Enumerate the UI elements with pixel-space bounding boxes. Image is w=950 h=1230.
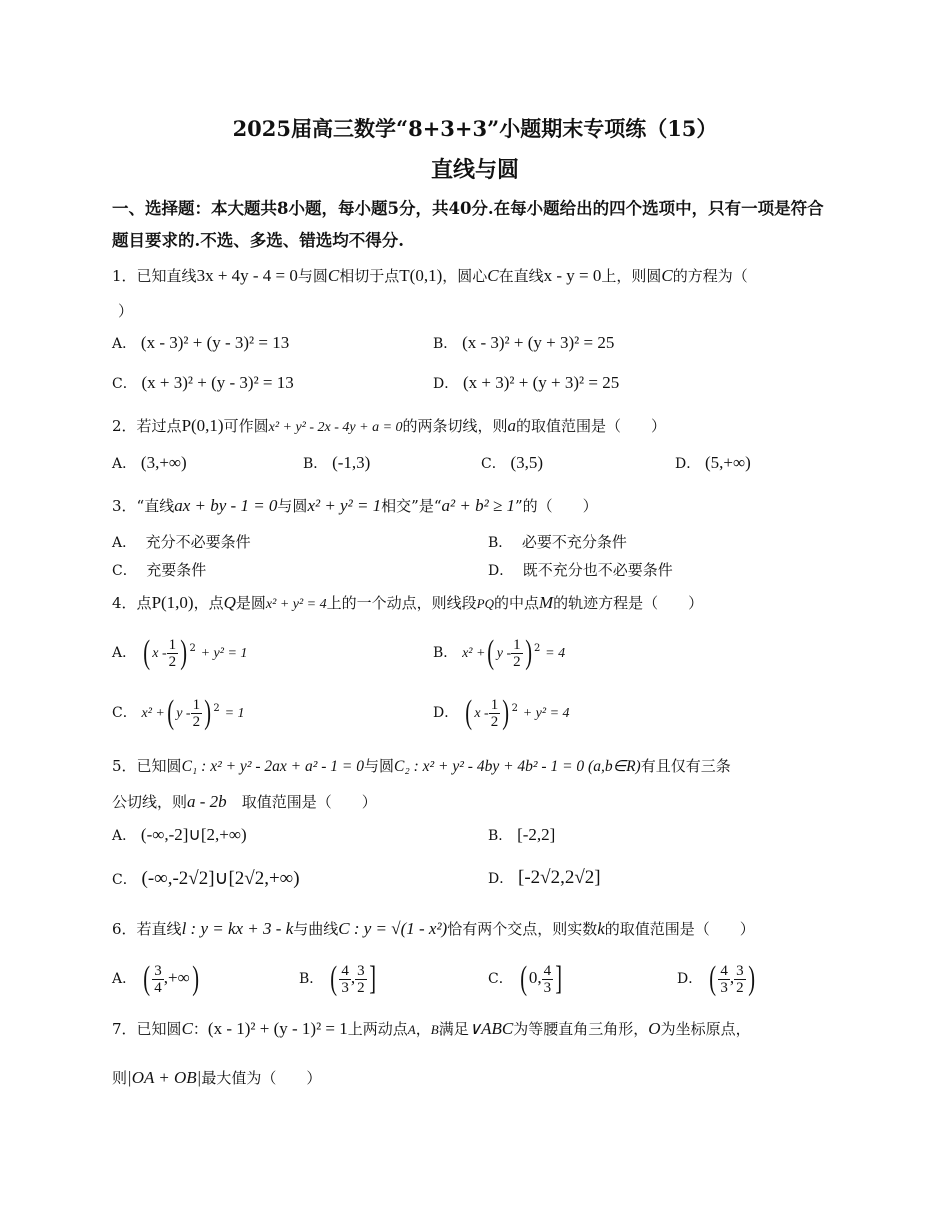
question-5-cont bbox=[112, 791, 377, 812]
question-1 bbox=[112, 265, 748, 286]
question-number: 2． bbox=[112, 417, 137, 435]
question-text: 若直线 bbox=[136, 920, 182, 938]
math-expr: C bbox=[487, 266, 499, 285]
option-label: D． bbox=[677, 971, 703, 987]
question-text: ”的（ ） bbox=[515, 497, 598, 515]
math-expr: ax + by - 1 = 0 bbox=[174, 496, 278, 515]
math-expr: (-1,3) bbox=[332, 453, 371, 472]
math-expr: A bbox=[407, 1022, 416, 1037]
math-expr: x² + y² = 1 bbox=[307, 496, 382, 515]
option-a[interactable]: A． ( $\frac{3}{4}$ ,+∞) bbox=[112, 960, 199, 997]
option-label: B． bbox=[433, 645, 458, 661]
math-expr: (3,5) bbox=[510, 453, 544, 472]
math-expr: C bbox=[327, 266, 340, 285]
question-4 bbox=[112, 592, 703, 613]
math-expr: Q bbox=[223, 593, 236, 612]
question-text: 点 bbox=[136, 594, 152, 612]
question-text: 是圆 bbox=[235, 594, 266, 612]
math-expr: x² + y² - 2x - 4y + a = 0 bbox=[268, 420, 403, 435]
math-expr: C : y = √(1 - x²) bbox=[338, 919, 448, 938]
math-expr: = 1 bbox=[224, 706, 245, 721]
question-text: 取值范围是（ ） bbox=[226, 793, 377, 811]
fraction: $\frac{4}{3}$ bbox=[341, 962, 349, 996]
math-expr: y - bbox=[176, 706, 191, 721]
question-text: 在直线 bbox=[498, 267, 544, 285]
question-text: 已知直线 bbox=[136, 267, 197, 285]
page-subtitle: 直线与圆 bbox=[430, 157, 519, 183]
math-expr: T(0,1) bbox=[399, 266, 443, 285]
math-expr: + y² = 4 bbox=[522, 706, 570, 721]
fraction: $\frac{1}{2}$ bbox=[513, 636, 521, 670]
option-b[interactable] bbox=[488, 531, 627, 552]
question-text: 与圆 bbox=[363, 757, 394, 775]
math-expr: (x - 3)² + (y + 3)² = 25 bbox=[462, 333, 615, 352]
math-expr: x - y = 0 bbox=[543, 266, 602, 285]
option-label: C． bbox=[481, 456, 506, 472]
question-text: 满足 bbox=[438, 1020, 469, 1038]
math-expr: (3,+∞) bbox=[140, 453, 187, 472]
fraction: $\frac{3}{4}$ bbox=[154, 962, 162, 996]
question-text: 的取值范围是（ ） bbox=[516, 417, 667, 435]
option-label: C． bbox=[112, 705, 137, 721]
math-expr: (-∞,-2]∪[2,+∞) bbox=[140, 825, 247, 844]
option-text: 充要条件 bbox=[146, 561, 207, 579]
math-expr: P(0,1) bbox=[181, 416, 224, 435]
option-b[interactable] bbox=[433, 333, 614, 353]
option-text: 既不充分也不必要条件 bbox=[522, 561, 673, 579]
option-d[interactable] bbox=[675, 453, 751, 473]
math-expr: M bbox=[539, 593, 554, 612]
math-expr: l : y = kx + 3 - k bbox=[181, 919, 294, 938]
math-expr: a - 2b bbox=[187, 792, 227, 811]
math-expr: (x + 3)² + (y + 3)² = 25 bbox=[463, 373, 620, 392]
option-a[interactable] bbox=[112, 825, 247, 845]
option-label: C． bbox=[488, 971, 513, 987]
math-expr: |OA + OB| bbox=[127, 1068, 202, 1087]
question-text: 已知圆 bbox=[136, 1020, 182, 1038]
math-expr: a bbox=[507, 416, 517, 435]
option-label: A． bbox=[112, 336, 137, 352]
question-text: ，圆心 bbox=[442, 267, 488, 285]
math-expr: k bbox=[597, 919, 605, 938]
question-text: 则 bbox=[112, 1069, 128, 1087]
option-label: A． bbox=[112, 535, 137, 551]
option-d[interactable]: D． ( $\frac{4}{3}$ , $\frac{3}{2}$ ) bbox=[677, 960, 755, 997]
page-title: 2025届高三数学“8+3+3”小题期末专项练（15） bbox=[232, 116, 718, 141]
question-text: 与圆 bbox=[297, 267, 328, 285]
question-text: 相交”是“ bbox=[381, 497, 442, 515]
fraction: $\frac{1}{2}$ bbox=[192, 696, 201, 730]
math-expr: [-2,2] bbox=[517, 825, 556, 844]
option-label: B． bbox=[488, 535, 513, 551]
question-text: ， bbox=[415, 1020, 431, 1038]
question-text: 与曲线 bbox=[293, 920, 339, 938]
math-expr: C₂ : x² + y² - 4by + 4b² - 1 = 0 (a,b∈R) bbox=[394, 758, 641, 775]
option-b[interactable] bbox=[303, 453, 370, 473]
option-c[interactable] bbox=[112, 867, 300, 890]
math-expr: P(1,0) bbox=[151, 593, 194, 612]
fraction: $\frac{4}{3}$ bbox=[543, 962, 552, 996]
question-number: 4． bbox=[112, 594, 137, 612]
math-expr: (x - 3)² + (y - 3)² = 13 bbox=[140, 333, 290, 352]
question-text: 的取值范围是（ ） bbox=[604, 920, 755, 938]
math-expr: (-∞,-2√2]∪[2√2,+∞) bbox=[141, 868, 300, 889]
question-text: 有且仅有三条 bbox=[640, 757, 731, 775]
option-c[interactable]: C． x² +( y - $\frac{1}{2}$ ) $^2$ = 1 bbox=[112, 694, 245, 731]
math-expr: (x + 3)² + (y - 3)² = 13 bbox=[141, 373, 294, 392]
question-text: ： bbox=[192, 1020, 208, 1038]
question-7-cont bbox=[112, 1067, 321, 1088]
option-b[interactable]: B． ( $\frac{4}{3}$ , $\frac{3}{2}$ ] bbox=[299, 960, 376, 997]
fraction: $\frac{1}{2}$ bbox=[168, 636, 177, 670]
option-d[interactable] bbox=[488, 867, 601, 889]
math-expr: y - bbox=[496, 646, 512, 661]
option-a[interactable] bbox=[112, 453, 187, 473]
option-label: D． bbox=[433, 705, 459, 721]
fraction: $\frac{4}{3}$ bbox=[720, 962, 728, 996]
question-7 bbox=[112, 1018, 751, 1039]
question-text: 为坐标原点， bbox=[660, 1020, 751, 1038]
option-label: B． bbox=[488, 828, 513, 844]
option-label: D． bbox=[675, 456, 701, 472]
math-expr: ∨ABC bbox=[468, 1019, 514, 1038]
question-5 bbox=[112, 755, 731, 776]
option-label: B． bbox=[299, 971, 324, 987]
question-number: 7． bbox=[112, 1020, 137, 1038]
question-text: 公切线，则 bbox=[112, 793, 188, 811]
fraction: $\frac{1}{2}$ bbox=[490, 696, 499, 730]
question-text: 的中点 bbox=[493, 594, 539, 612]
option-d[interactable] bbox=[433, 373, 619, 393]
option-a[interactable] bbox=[112, 333, 289, 353]
math-expr: + y² = 1 bbox=[200, 646, 248, 661]
math-expr: x - bbox=[474, 706, 489, 721]
question-number: 3． bbox=[112, 497, 137, 515]
fraction: $\frac{3}{2}$ bbox=[736, 962, 744, 996]
math-expr: PQ bbox=[476, 596, 494, 611]
question-text: 最大值为（ ） bbox=[201, 1069, 322, 1087]
question-text: 的轨迹方程是（ ） bbox=[553, 594, 704, 612]
question-text: 上，则圆 bbox=[601, 267, 662, 285]
option-label: B． bbox=[303, 456, 328, 472]
question-6 bbox=[112, 918, 755, 939]
option-label: D． bbox=[433, 376, 459, 392]
option-label: B． bbox=[433, 336, 458, 352]
option-c[interactable]: C． ( 0, $\frac{4}{3}$ ] bbox=[488, 960, 563, 997]
math-expr: x - bbox=[152, 646, 167, 661]
option-b[interactable] bbox=[488, 825, 555, 845]
question-2 bbox=[112, 415, 666, 436]
option-label: A． bbox=[112, 971, 137, 987]
math-expr: B bbox=[430, 1022, 439, 1037]
question-text: 若过点 bbox=[136, 417, 182, 435]
option-c[interactable] bbox=[481, 453, 543, 473]
question-text: ） bbox=[118, 302, 134, 320]
option-label: C． bbox=[112, 563, 137, 579]
option-label: C． bbox=[112, 872, 137, 888]
option-text: 充分不必要条件 bbox=[145, 533, 251, 551]
question-text: 恰有两个交点，则实数 bbox=[447, 920, 598, 938]
question-text: 上两动点 bbox=[347, 1020, 408, 1038]
question-text: 上的一个动点，则线段 bbox=[326, 594, 477, 612]
fraction: $\frac{3}{2}$ bbox=[357, 962, 365, 996]
option-c[interactable] bbox=[112, 559, 206, 580]
question-text: 的两条切线，则 bbox=[402, 417, 508, 435]
math-expr: = 4 bbox=[545, 646, 566, 661]
option-text: 必要不充分条件 bbox=[521, 533, 627, 551]
option-d[interactable] bbox=[488, 559, 673, 580]
section-heading: 一、选择题：本大题共8小题，每小题5分，共40分.在每小题给出的四个选项中，只有一项是符合题目要求的.不选、多选、错选均不得分. bbox=[112, 199, 824, 250]
question-text: 为等腰直角三角形， bbox=[513, 1020, 649, 1038]
option-label: A． bbox=[112, 645, 137, 661]
question-number: 1． bbox=[112, 267, 137, 285]
question-text: “直线 bbox=[136, 497, 175, 515]
option-label: D． bbox=[488, 871, 514, 887]
math-expr: C₁ : x² + y² - 2ax + a² - 1 = 0 bbox=[181, 758, 364, 775]
math-expr: C bbox=[181, 1019, 193, 1038]
math-expr: (5,+∞) bbox=[705, 453, 751, 472]
math-expr: a² + b² ≥ 1 bbox=[441, 496, 516, 515]
question-number: 6． bbox=[112, 920, 137, 938]
option-label: A． bbox=[112, 456, 137, 472]
option-label: C． bbox=[112, 376, 137, 392]
option-b[interactable]: B． x² +( y - $\frac{1}{2}$ ) $^2$ = 4 bbox=[433, 634, 566, 671]
math-expr: C bbox=[661, 266, 673, 285]
option-label: A． bbox=[112, 828, 137, 844]
math-expr: x² + y² = 4 bbox=[265, 597, 327, 612]
math-expr: (x - 1)² + (y - 1)² = 1 bbox=[207, 1019, 348, 1038]
question-text: 与圆 bbox=[277, 497, 308, 515]
question-text: 已知圆 bbox=[136, 757, 182, 775]
math-expr: 3x + 4y - 4 = 0 bbox=[196, 266, 298, 285]
question-number: 5． bbox=[112, 757, 137, 775]
question-3 bbox=[112, 495, 598, 516]
option-d[interactable]: D． ( x - $\frac{1}{2}$ ) $^2$ + y² = 4 bbox=[433, 694, 570, 731]
question-text: 的方程为（ bbox=[672, 267, 748, 285]
option-a[interactable]: A． ( x - $\frac{1}{2}$ ) $^2$ + y² = 1 bbox=[112, 634, 248, 671]
math-expr: O bbox=[648, 1019, 661, 1038]
math-expr: [-2√2,2√2] bbox=[518, 867, 601, 888]
option-c[interactable] bbox=[112, 373, 294, 393]
option-a[interactable] bbox=[112, 531, 251, 552]
question-text: 可作圆 bbox=[223, 417, 269, 435]
option-label: D． bbox=[488, 563, 514, 579]
question-text: ，点 bbox=[193, 594, 224, 612]
question-text: 相切于点 bbox=[339, 267, 400, 285]
